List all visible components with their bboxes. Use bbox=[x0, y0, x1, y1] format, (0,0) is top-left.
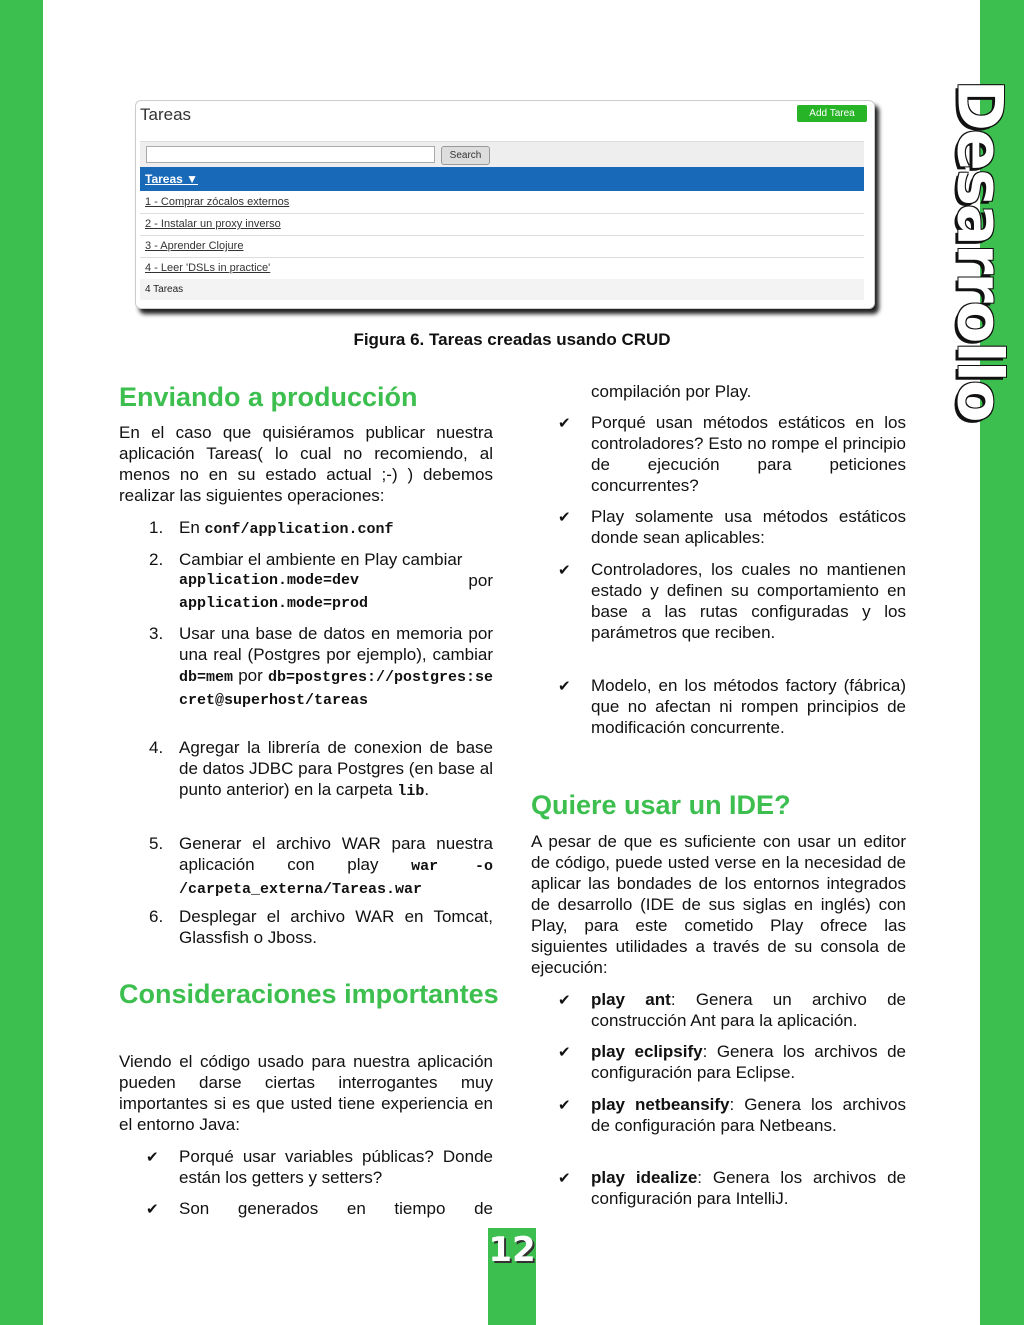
list-item-continuation: compilación por Play. bbox=[591, 382, 752, 401]
check-icon: ✔ bbox=[558, 1097, 571, 1114]
table-row: 3 - Aprender Clojure bbox=[140, 236, 864, 258]
table-row: 2 - Instalar un proxy inverso bbox=[140, 214, 864, 236]
check-icon: ✔ bbox=[146, 1201, 159, 1218]
list-item: ✔ play ant: Genera un archivo de construcción Ant para la aplicación. bbox=[558, 990, 906, 1030]
heading-ide: Quiere usar un IDE? bbox=[531, 790, 791, 820]
heading-produccion: Enviando a producción bbox=[119, 382, 418, 412]
heading-consideraciones: Consideraciones importantes bbox=[119, 979, 499, 1009]
check-icon: ✔ bbox=[146, 1149, 159, 1166]
check-icon: ✔ bbox=[558, 992, 571, 1009]
list-item: 3. Usar una base de datos en memoria por una real (Postgres por ejemplo), cambiar db=mem por db=postgres://postgres:secret@superhost/tareas bbox=[149, 624, 493, 709]
section-side-title: Desarrollo bbox=[943, 79, 1017, 421]
list-item: ✔ play netbeansify: Genera los archivos de configuración para Netbeans. bbox=[558, 1095, 906, 1135]
search-bar bbox=[140, 141, 864, 167]
list-item: ✔ Modelo, en los métodos factory (fábrica) que no afectan ni rompen principios de modificación concurrente. bbox=[558, 676, 906, 737]
left-green-band bbox=[0, 0, 43, 1325]
table-header: Tareas ▼ bbox=[140, 167, 864, 191]
list-item: ✔ Son generados en tiempo de bbox=[146, 1199, 493, 1218]
figure-screenshot bbox=[135, 100, 875, 309]
list-item: 5. Generar el archivo WAR para nuestra aplicación con play war -o /carpeta_externa/Tareas.war bbox=[149, 834, 493, 898]
search-input bbox=[146, 146, 435, 163]
search-button: Search bbox=[441, 146, 490, 165]
screenshot-title: Tareas bbox=[140, 105, 192, 124]
list-item: ✔ play eclipsify: Genera los archivos de configuración para Eclipse. bbox=[558, 1042, 907, 1082]
list-item: ✔ Porqué usar variables públicas? Donde están los getters y setters? bbox=[146, 1147, 493, 1187]
check-icon: ✔ bbox=[558, 562, 571, 579]
paragraph-consideraciones: Viendo el código usado para nuestra aplicación pueden darse ciertas interrogantes muy importantes si es que usted tiene experiencia en el entorno Java: bbox=[119, 1052, 493, 1134]
table-row: 1 - Comprar zócalos externos bbox=[140, 192, 864, 214]
list-item: 6. Desplegar el archivo WAR en Tomcat, Glassfish o Jboss. bbox=[149, 907, 493, 947]
check-icon: ✔ bbox=[558, 678, 571, 695]
check-icon: ✔ bbox=[558, 1170, 571, 1187]
list-item: 2. Cambiar el ambiente en Play cambiar application.mode=dev por application.mode=prod bbox=[149, 550, 493, 612]
figure-caption: Figura 6. Tareas creadas usando CRUD bbox=[353, 330, 671, 349]
paragraph-ide: A pesar de que es suficiente con usar un editor de código, puede usted verse en la necesidad de aplicar las bondades de los entornos integrados de desarrollo (IDE de sus siglas en inglés) con Play, para este cometido Play ofrece las siguientes utilidades a través de su consola de ejecución: bbox=[531, 832, 906, 977]
paragraph-produccion: En el caso que quisiéramos publicar nuestra aplicación Tareas( lo cual no recomiendo, al menos no en su estado actual ;-) ) debemos realizar las siguientes operaciones: bbox=[119, 423, 493, 505]
add-tarea-button: Add Tarea bbox=[797, 105, 867, 122]
page-number: 12 bbox=[488, 1230, 536, 1270]
list-item: ✔ Play solamente usa métodos estáticos donde sean aplicables: bbox=[558, 507, 906, 547]
table-row: 4 - Leer 'DSLs in practice' bbox=[140, 258, 864, 280]
list-item: 1. En conf/application.conf bbox=[149, 518, 394, 538]
check-icon: ✔ bbox=[558, 415, 571, 432]
check-icon: ✔ bbox=[558, 509, 571, 526]
list-item: ✔ Porqué usan métodos estáticos en los controladores? Esto no rompe el principio de ejecución para peticiones concurrentes? bbox=[558, 413, 906, 495]
list-item: ✔ Controladores, los cuales no mantienen estado y definen su comportamiento en base a las rutas configuradas y los parámetros que reciben. bbox=[558, 560, 906, 642]
check-icon: ✔ bbox=[558, 1044, 571, 1061]
list-item: 4. Agregar la librería de conexion de base de datos JDBC para Postgres (en base al punto anterior) en la carpeta lib. bbox=[149, 738, 493, 800]
table-footer: 4 Tareas bbox=[140, 279, 864, 300]
list-item: ✔ play idealize: Genera los archivos de configuración para IntelliJ. bbox=[558, 1168, 906, 1208]
